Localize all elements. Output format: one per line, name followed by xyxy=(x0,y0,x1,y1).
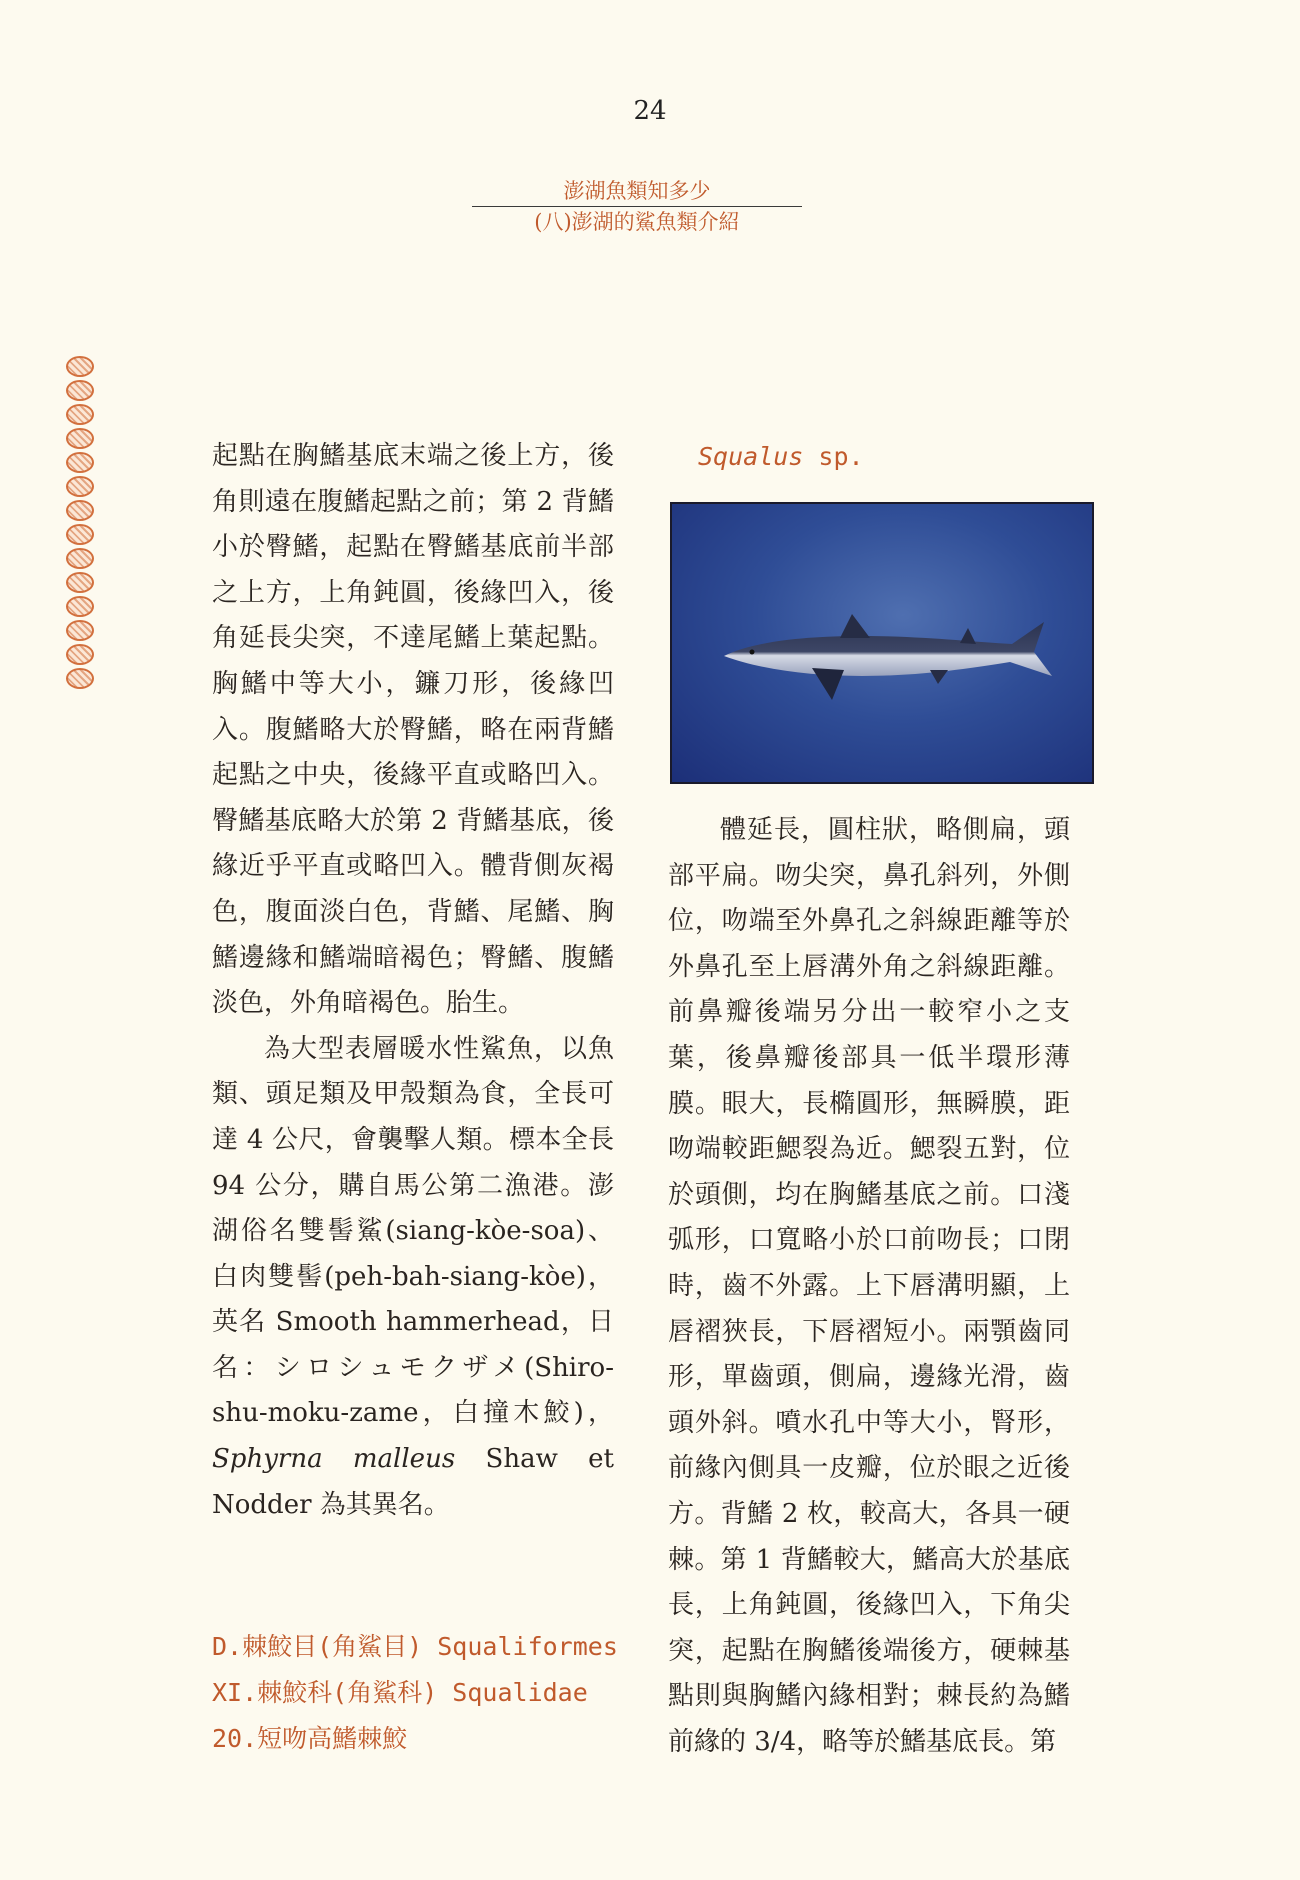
body-paragraph: 體延長，圓柱狀，略側扁，頭部平扁。吻尖突，鼻孔斜列，外側位，吻端至外鼻孔之斜線距離等於外鼻孔至上唇溝外角之斜線距離。前鼻瓣後端另分出一較窄小之支葉，後鼻瓣後部具一低半環形薄膜。眼大，長橢圓形，無瞬膜，距吻端較距鰓裂為近。鰓裂五對，位於頭側，均在胸鰭基底之前。口淺弧形，口寬略小於口前吻長；口閉時，齒不外露。上下唇溝明顯，上唇褶狹長，下唇褶短小。兩顎齒同形，單齒頭，側扁，邊緣光滑，齒頭外斜。噴水孔中等大小，腎形，前緣內側具一皮瓣，位於眼之近後方。背鰭 2 枚，較高大，各具一硬棘。第 1 背鰭較大，鰭高大於基底長，上角鈍圓，後緣凹入，下角尖突，起點在胸鰭後端後方，硬棘基點則與胸鰭內緣相對；棘長約為鰭前緣的 3/4，略等於鰭基底長。第 xyxy=(668,815,1070,1757)
order-heading: D.棘鮫目(角鯊目) Squaliformes xyxy=(212,1632,618,1661)
taxonomy-heading xyxy=(212,1624,618,1762)
ornament-bead xyxy=(66,500,94,521)
shark-photo xyxy=(670,502,1094,784)
ornament-bead xyxy=(66,572,94,593)
left-column xyxy=(212,434,614,1528)
ornament-bead xyxy=(66,428,94,449)
ornament-bead xyxy=(66,380,94,401)
paragraph-text: 為大型表層暖水性鯊魚，以魚類、頭足類及甲殼類為食，全長可達 4 公尺，會襲擊人類。標本全長 94 公分，購自馬公第二漁港。澎湖俗名雙髻鯊(siang-kòe-soa)、白肉雙髻(peh-bah-siang-kòe)，英名 Smooth hammerhead，日名：シロシュモクザメ(Shiro-shu-moku-zame，白撞木鮫)， xyxy=(212,1033,614,1429)
synonym-name: Sphyrna malleus xyxy=(212,1444,456,1475)
page-number: 24 xyxy=(633,96,667,126)
figure-caption xyxy=(698,442,864,471)
ornament-bead xyxy=(66,476,94,497)
family-heading: XI.棘鮫科(角鯊科) Squalidae xyxy=(212,1678,588,1707)
species-heading: 20.短吻高鰭棘鮫 xyxy=(212,1724,408,1753)
ornament-bead xyxy=(66,620,94,641)
ornament-bead xyxy=(66,548,94,569)
running-head-title: 澎湖魚類知多少 xyxy=(563,179,711,203)
figure-suffix: sp. xyxy=(803,442,864,471)
ornament-bead xyxy=(66,356,94,377)
shark-silhouette xyxy=(672,504,1092,782)
body-paragraph xyxy=(212,1027,614,1529)
ornament-bead xyxy=(66,644,94,665)
running-head xyxy=(472,176,802,237)
ornament-bead xyxy=(66,404,94,425)
figure-genus: Squalus xyxy=(698,442,804,471)
paragraph-text: Shaw et Nodder 為其異名。 xyxy=(212,1444,614,1520)
ornament-bead xyxy=(66,668,94,689)
running-head-subtitle: (八)澎湖的鯊魚類介紹 xyxy=(534,210,740,234)
ornament-bead xyxy=(66,452,94,473)
ornament-bead xyxy=(66,524,94,545)
ornament-bead xyxy=(66,596,94,617)
body-paragraph: 起點在胸鰭基底末端之後上方，後角則遠在腹鰭起點之前；第 2 背鰭小於臀鰭，起點在臀鰭基底前半部之上方，上角鈍圓，後緣凹入，後角延長尖突，不達尾鰭上葉起點。胸鰭中等大小，鐮刀形，後緣凹入。腹鰭略大於臀鰭，略在兩背鰭起點之中央，後緣平直或略凹入。臀鰭基底略大於第 2 背鰭基底，後緣近乎平直或略凹入。體背側灰褐色，腹面淡白色，背鰭、尾鰭、胸鰭邊緣和鰭端暗褐色；臀鰭、腹鰭淡色，外角暗褐色。胎生。 xyxy=(212,441,614,1019)
margin-ornament xyxy=(66,356,96,692)
right-column xyxy=(668,808,1070,1765)
